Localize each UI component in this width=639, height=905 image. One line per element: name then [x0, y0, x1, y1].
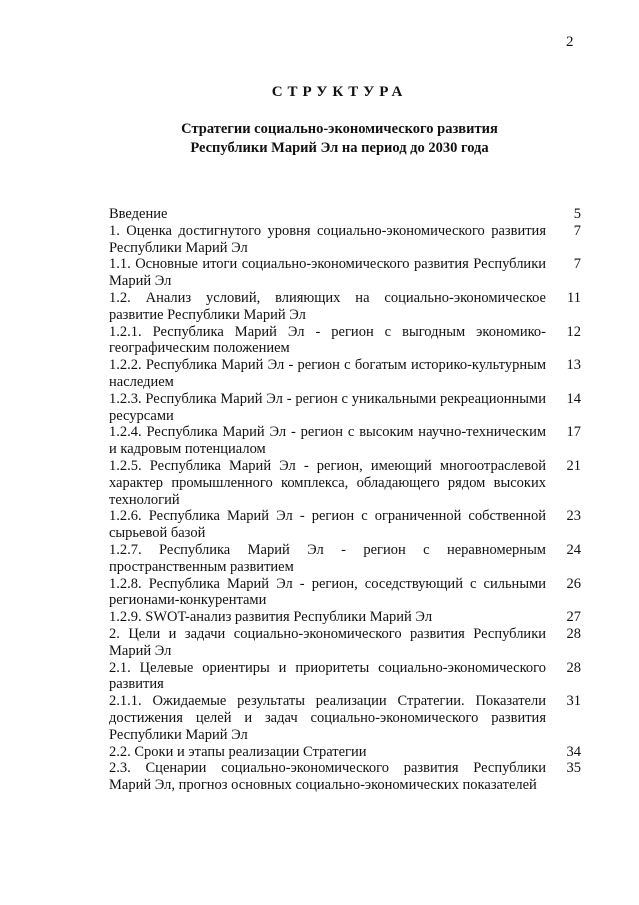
toc-entry-title: 1.1. Основные итоги социально-экономического развития Республики Марий Эл — [109, 256, 546, 290]
toc-entry-title: 1.2.9. SWOT-анализ развития Республики Марий Эл — [109, 609, 433, 626]
toc-entry-title: 1.2.2. Республика Марий Эл - регион с богатым историко-культурным наследием — [109, 357, 546, 390]
toc-entry-title: 1.2.7. Республика Марий Эл - регион с неравномерным пространственным развитием — [109, 541, 546, 575]
toc-entry-title: 1.2.6. Республика Марий Эл - регион с ограниченной собственной сырьевой базой — [109, 508, 546, 542]
toc-entry — [109, 324, 581, 358]
toc-entry-page: 13 — [566, 357, 581, 374]
toc-entry — [109, 626, 581, 660]
toc-entry-page: 7 — [573, 256, 581, 273]
toc-entry — [109, 290, 581, 324]
toc-entry — [109, 542, 581, 576]
toc-entry-title: 2.1.1. Ожидаемые результаты реализации Стратегии. Показатели достижения целей и задач социально-экономического развития Республики Марий Эл — [109, 693, 546, 743]
toc-entry-page: 31 — [566, 693, 581, 710]
toc-entry — [109, 424, 581, 458]
subtitle-line-2: Республики Марий Эл на период до 2030 года — [190, 140, 489, 156]
toc-entry — [109, 660, 581, 694]
toc-entry-title: 1.2.4. Республика Марий Эл - регион с высоким научно-техническим и кадровым потенциалом — [109, 424, 546, 458]
subtitle-line-1: Стратегии социально-экономического развития — [181, 121, 498, 137]
document-subtitle — [0, 120, 639, 158]
toc-entry — [109, 576, 581, 610]
toc-entry-title: 1.2. Анализ условий, влияющих на социально-экономическое развитие Республики Марий Эл — [109, 289, 546, 323]
toc-entry — [109, 206, 581, 223]
toc-entry-page: 7 — [573, 222, 581, 239]
toc-entry-title: 2.3. Сценарии социально-экономического развития Республики Марий Эл, прогноз основных социально-экономических показателей — [109, 760, 546, 794]
toc-entry-page: 34 — [566, 743, 581, 760]
toc-entry-page: 14 — [566, 390, 581, 407]
toc-entry-title: Введение — [109, 206, 168, 222]
table-of-contents — [109, 206, 581, 794]
toc-entry — [109, 508, 581, 542]
toc-entry-page: 11 — [567, 289, 581, 306]
document-heading: СТРУКТУРА — [271, 84, 408, 100]
toc-entry-page: 23 — [566, 508, 581, 525]
toc-entry-page: 26 — [566, 575, 581, 592]
toc-entry-title: 1.2.5. Республика Марий Эл - регион, имеющий многоотраслевой характер промышленного комплекса, обладающего рядом высоких технологий — [109, 457, 546, 508]
toc-entry-page: 21 — [566, 457, 581, 474]
toc-entry-title: 1.2.3. Республика Марий Эл - регион с уникальными рекреационными ресурсами — [109, 390, 546, 424]
toc-entry-title: 1.2.1. Республика Марий Эл - регион с выгодным экономико-географическим положением — [109, 323, 546, 357]
toc-entry — [109, 760, 581, 794]
toc-entry-title: 1.2.8. Республика Марий Эл - регион, соседствующий с сильными регионами-конкурентами — [109, 575, 546, 609]
toc-entry-page: 28 — [566, 625, 581, 642]
toc-entry-page: 5 — [573, 206, 581, 222]
toc-entry-page: 24 — [566, 541, 581, 558]
toc-entry — [109, 391, 581, 425]
toc-entry — [109, 744, 581, 761]
toc-entry-page: 27 — [566, 609, 581, 626]
page-number: 2 — [566, 34, 574, 50]
toc-entry — [109, 223, 581, 257]
toc-entry — [109, 357, 581, 391]
toc-entry-page: 12 — [566, 323, 581, 340]
toc-entry-title: 2.2. Сроки и этапы реализации Стратегии — [109, 743, 367, 760]
toc-entry — [109, 458, 581, 508]
toc-entry-title: 1. Оценка достигнутого уровня социально-экономического развития Республики Марий Эл — [109, 222, 546, 256]
toc-entry-title: 2.1. Целевые ориентиры и приоритеты социально-экономического развития — [109, 659, 546, 693]
toc-entry-title: 2. Цели и задачи социально-экономического развития Республики Марий Эл — [109, 625, 546, 659]
toc-entry-page: 28 — [566, 659, 581, 676]
toc-entry-page: 17 — [566, 424, 581, 441]
toc-entry-page: 35 — [566, 760, 581, 777]
toc-entry — [109, 256, 581, 290]
toc-entry — [109, 693, 581, 743]
toc-entry — [109, 609, 581, 626]
